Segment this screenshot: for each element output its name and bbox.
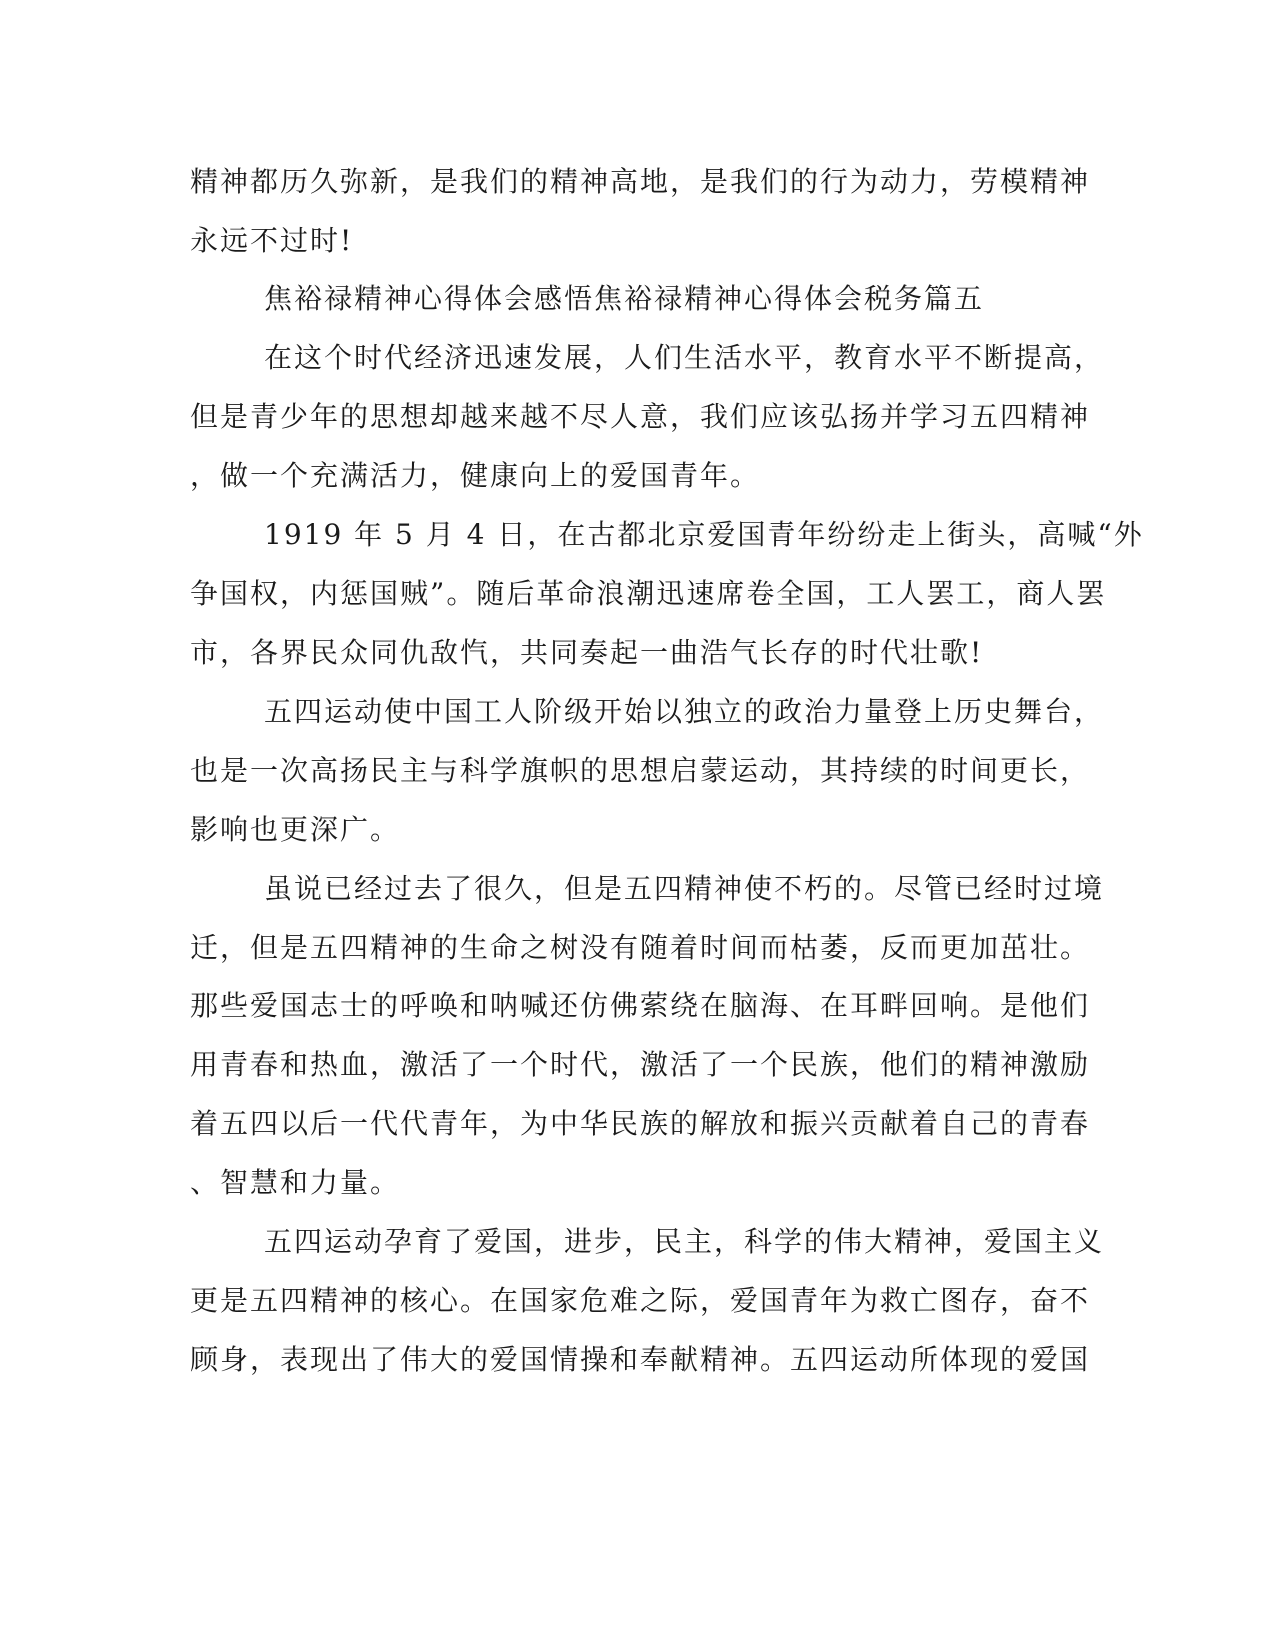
text-line: 、智慧和力量。 (190, 1166, 401, 1199)
section-heading: 焦裕禄精神心得体会感悟焦裕禄精神心得体会税务篇五 (264, 282, 985, 315)
text-line: 五四运动使中国工人阶级开始以独立的政治力量登上历史舞台， (264, 695, 1105, 728)
text-line: 也是一次高扬民主与科学旗帜的思想启蒙运动，其持续的时间更长， (190, 754, 1091, 787)
text-line: 影响也更深广。 (190, 813, 401, 846)
text-line: 在这个时代经济迅速发展，人们生活水平，教育水平不断提高， (264, 341, 1105, 374)
text-line: 精神都历久弥新，是我们的精神高地，是我们的行为动力，劳模精神 (190, 165, 1091, 198)
text-line: 更是五四精神的核心。在国家危难之际，爱国青年为救亡图存，奋不 (190, 1284, 1091, 1317)
text-line: ，做一个充满活力，健康向上的爱国青年。 (190, 459, 761, 492)
text-line: 五四运动孕育了爱国，进步，民主，科学的伟大精神，爱国主义 (264, 1225, 1105, 1258)
text-line: 1919 年 5 月 4 日，在古都北京爱国青年纷纷走上街头，高喊“外 (264, 518, 1144, 551)
text-line: 迁，但是五四精神的生命之树没有随着时间而枯萎，反而更加茁壮。 (190, 931, 1091, 964)
text-line: 顾身，表现出了伟大的爱国情操和奉献精神。五四运动所体现的爱国 (190, 1343, 1091, 1376)
text-line: 永远不过时! (190, 224, 354, 257)
text-line: 那些爱国志士的呼唤和呐喊还仿佛萦绕在脑海、在耳畔回响。是他们 (190, 989, 1091, 1022)
text-line: 但是青少年的思想却越来越不尽人意，我们应该弘扬并学习五四精神 (190, 400, 1091, 433)
text-line: 争国权，内惩国贼”。随后革命浪潮迅速席卷全国，工人罢工，商人罢 (190, 577, 1107, 610)
text-line: 用青春和热血，激活了一个时代，激活了一个民族，他们的精神激励 (190, 1048, 1091, 1081)
text-line: 虽说已经过去了很久，但是五四精神使不朽的。尽管已经时过境 (264, 872, 1105, 905)
text-line: 着五四以后一代代青年，为中华民族的解放和振兴贡献着自己的青春 (190, 1107, 1091, 1140)
text-line: 市，各界民众同仇敌忾，共同奏起一曲浩气长存的时代壮歌! (190, 636, 984, 669)
